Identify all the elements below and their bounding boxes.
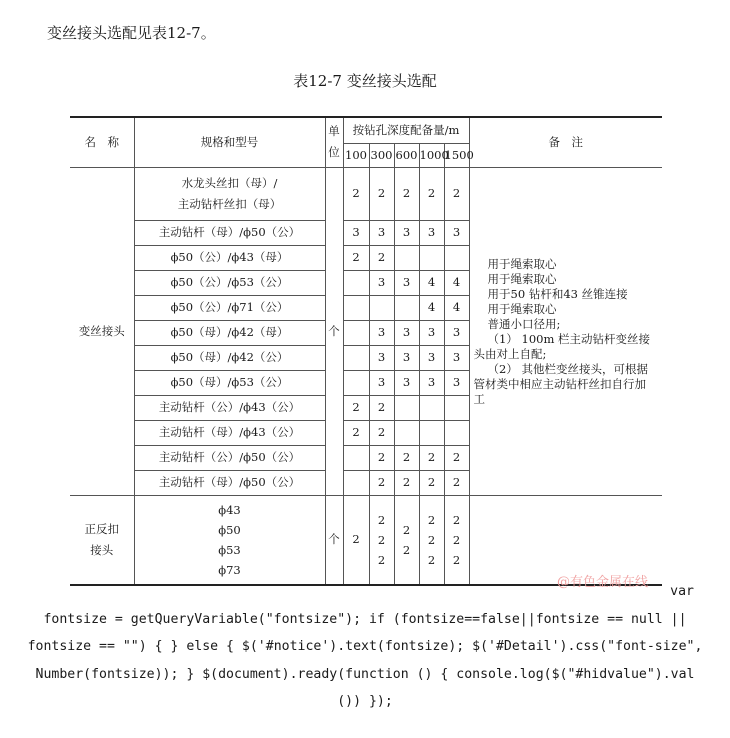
group1-name: 变丝接头 xyxy=(70,167,134,495)
qty-cell xyxy=(444,245,469,270)
qty-cell: 2 xyxy=(444,445,469,470)
code-line: ()) }); xyxy=(337,694,393,709)
qty-cell: 4 xyxy=(419,270,444,295)
qty-cell: 2 xyxy=(343,495,369,585)
qty-cell: 2 xyxy=(394,167,419,220)
qty-cell: 3 xyxy=(444,370,469,395)
qty-cell: 2 xyxy=(444,470,469,495)
qty-cell: 4 xyxy=(419,295,444,320)
spec-cell: ϕ50（母）/ϕ42（母） xyxy=(134,320,325,345)
qty-cell: 3 xyxy=(394,370,419,395)
qty-line: 2 xyxy=(452,532,461,547)
qty-cell: 3 xyxy=(419,370,444,395)
qty-cell: 3 xyxy=(369,345,394,370)
qty-cell xyxy=(394,295,419,320)
qty-cell xyxy=(343,270,369,295)
qty-cell: 2 xyxy=(369,420,394,445)
remark-line: 用于50 钻杆和43 丝锥连接 xyxy=(487,287,628,302)
qty-cell: 2 xyxy=(343,420,369,445)
spec-line: ϕ50 xyxy=(218,522,241,537)
remark-line: 用于绳索取心 xyxy=(487,257,557,272)
depth-1000: 1000 xyxy=(419,143,444,167)
qty-cell xyxy=(444,495,469,585)
remark-line: （2） 其他栏变丝接头，可根据管材类中相应主动钻杆丝扣自行加工 xyxy=(473,361,649,406)
qty-cell: 2 xyxy=(419,167,444,220)
depth-100: 100 xyxy=(343,143,369,167)
qty-line: 2 xyxy=(377,552,386,567)
group2-unit: 个 xyxy=(325,495,343,585)
qty-cell xyxy=(419,245,444,270)
qty-cell: 2 xyxy=(369,167,394,220)
qty-cell: 3 xyxy=(369,370,394,395)
qty-line: 2 xyxy=(427,552,436,567)
qty-line: 2 xyxy=(427,512,436,527)
code-line: fontsize = getQueryVariable("fontsize"); if (fontsize==false||fontsize == null || xyxy=(43,611,687,627)
qty-cell: 2 xyxy=(419,445,444,470)
qty-cell xyxy=(394,395,419,420)
qty-cell xyxy=(444,420,469,445)
qty-cell xyxy=(419,395,444,420)
qty-cell: 3 xyxy=(369,220,394,245)
qty-cell: 2 xyxy=(369,395,394,420)
remark-line: 用于绳索取心 xyxy=(487,272,557,287)
qty-cell: 4 xyxy=(444,270,469,295)
depth-600: 600 xyxy=(394,143,419,167)
group2-name-line: 正反扣 xyxy=(84,521,119,536)
spec-cell: ϕ50（公）/ϕ43（母） xyxy=(134,245,325,270)
qty-cell xyxy=(444,395,469,420)
qty-cell: 3 xyxy=(444,220,469,245)
spec-cell: 主动钻杆（母）/ϕ50（公） xyxy=(134,470,325,495)
table-caption: 表12-7 变丝接头选配 xyxy=(293,72,437,90)
qty-cell: 3 xyxy=(419,220,444,245)
qty-cell: 2 xyxy=(419,470,444,495)
qty-cell: 2 xyxy=(369,470,394,495)
qty-cell: 3 xyxy=(394,320,419,345)
spec-line: ϕ73 xyxy=(218,562,241,577)
qty-cell xyxy=(394,245,419,270)
spec-cell: 主动钻杆（公）/ϕ43（公） xyxy=(134,395,325,420)
qty-cell: 3 xyxy=(394,220,419,245)
qty-cell: 2 xyxy=(343,167,369,220)
spec-cell xyxy=(134,495,325,585)
qty-cell: 2 xyxy=(444,167,469,220)
spec-cell: ϕ50（公）/ϕ53（公） xyxy=(134,270,325,295)
group2-name-line: 接头 xyxy=(90,542,114,557)
depth-1500: 1500 xyxy=(444,143,469,167)
code-line: Number(fontsize)); } $(document).ready(function () { console.log($("#hidvalue").val xyxy=(35,666,695,682)
qty-cell: 3 xyxy=(369,320,394,345)
spec-cell: 主动钻杆（母）/ϕ50（公） xyxy=(134,220,325,245)
group2-name xyxy=(70,495,134,585)
qty-cell xyxy=(394,495,419,585)
qty-line: 2 xyxy=(452,512,461,527)
qty-cell: 3 xyxy=(444,320,469,345)
selection-table xyxy=(70,116,662,586)
header-unit-2: 位 xyxy=(328,145,340,160)
table-row xyxy=(70,167,662,220)
qty-line: 2 xyxy=(377,512,386,527)
spec-line: 水龙头丝扣（母）/ xyxy=(181,175,278,190)
spec-line: ϕ43 xyxy=(218,502,241,517)
header-remark: 备 注 xyxy=(469,117,662,167)
qty-cell: 3 xyxy=(419,345,444,370)
qty-cell xyxy=(343,370,369,395)
qty-cell xyxy=(343,470,369,495)
qty-cell: 3 xyxy=(394,345,419,370)
qty-cell xyxy=(369,495,394,585)
qty-cell: 3 xyxy=(394,270,419,295)
spec-line: ϕ53 xyxy=(218,542,241,557)
spec-line: 主动钻杆丝扣（母） xyxy=(177,196,282,211)
spec-cell: ϕ50（公）/ϕ71（公） xyxy=(134,295,325,320)
qty-cell xyxy=(343,345,369,370)
group1-remarks xyxy=(469,167,662,495)
qty-cell: 3 xyxy=(419,320,444,345)
qty-cell: 2 xyxy=(394,470,419,495)
group1-unit: 个 xyxy=(325,167,343,495)
qty-cell: 3 xyxy=(369,270,394,295)
qty-cell xyxy=(343,445,369,470)
qty-cell: 2 xyxy=(369,445,394,470)
qty-line: 2 xyxy=(427,532,436,547)
qty-cell: 4 xyxy=(444,295,469,320)
qty-cell xyxy=(343,295,369,320)
remark-line: 用于绳索取心 xyxy=(487,302,557,317)
remark-line: （1） 100m 栏主动钻杆变丝接头由对上自配; xyxy=(473,332,651,361)
watermark-text: @有色金属在线 xyxy=(557,575,649,590)
header-depth: 按钻孔深度配备量/m xyxy=(343,117,469,143)
qty-cell: 2 xyxy=(369,245,394,270)
header-name: 名 称 xyxy=(70,117,134,167)
qty-line: 2 xyxy=(452,552,461,567)
code-line: var xyxy=(670,584,694,599)
header-unit-1: 单 xyxy=(328,124,340,139)
qty-cell xyxy=(419,420,444,445)
spec-cell xyxy=(134,167,325,220)
spec-cell: 主动钻杆（母）/ϕ43（公） xyxy=(134,420,325,445)
header-unit xyxy=(325,117,343,167)
qty-cell: 3 xyxy=(444,345,469,370)
qty-cell: 3 xyxy=(343,220,369,245)
qty-cell: 2 xyxy=(343,245,369,270)
header-spec: 规格和型号 xyxy=(134,117,325,167)
qty-cell: 2 xyxy=(394,445,419,470)
qty-line: 2 xyxy=(402,542,411,557)
spec-cell: ϕ50（母）/ϕ42（公） xyxy=(134,345,325,370)
leaked-script-text xyxy=(0,578,730,716)
remark-line: 普通小口径用; xyxy=(487,317,561,332)
spec-cell: 主动钻杆（公）/ϕ50（公） xyxy=(134,445,325,470)
qty-cell: 2 xyxy=(343,395,369,420)
intro-text: 变丝接头选配见表12-7。 xyxy=(47,24,216,42)
qty-cell xyxy=(394,420,419,445)
code-line: fontsize == "") { } else { $('#notice').text(fontsize); $('#Detail').css("font-size", xyxy=(27,639,703,654)
qty-cell xyxy=(343,320,369,345)
depth-300: 300 xyxy=(369,143,394,167)
qty-cell xyxy=(369,295,394,320)
qty-cell xyxy=(419,495,444,585)
qty-line: 2 xyxy=(402,522,411,537)
qty-line: 2 xyxy=(377,532,386,547)
spec-cell: ϕ50（母）/ϕ53（公） xyxy=(134,370,325,395)
